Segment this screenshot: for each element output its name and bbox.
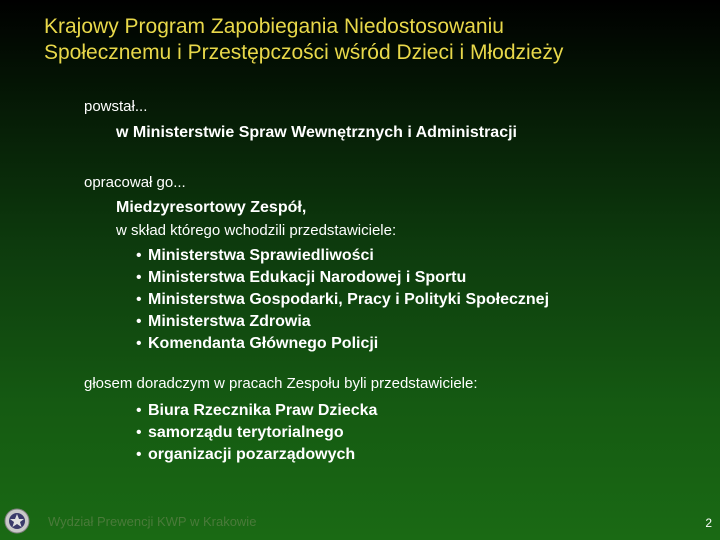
bullet-icon: •: [136, 335, 142, 352]
bullet-icon: •: [136, 446, 142, 463]
page-number: 2: [705, 516, 712, 530]
footer-text: Wydział Prewencji KWP w Krakowie: [48, 514, 257, 529]
created-label: powstał...: [84, 98, 148, 115]
police-emblem-icon: [4, 508, 30, 534]
advisory-label: głosem doradczym w pracach Zespołu byli przedstawiciele:: [84, 375, 478, 392]
list-item-text: Biura Rzecznika Praw Dziecka: [148, 402, 378, 419]
list-item: [136, 400, 377, 422]
title-line-2: Społecznemu i Przestępczości wśród Dzieci i Młodzieży: [44, 41, 564, 64]
list-item: [136, 267, 549, 289]
team-intro: w skład którego wchodzili przedstawiciele:: [116, 222, 397, 239]
member-list: [136, 245, 549, 355]
bullet-icon: •: [136, 247, 142, 264]
list-item: [136, 444, 377, 466]
slide-title: [44, 14, 704, 66]
bullet-icon: •: [136, 402, 142, 419]
list-item-text: Ministerstwa Gospodarki, Pracy i Polityki Społecznej: [148, 291, 550, 308]
list-item-text: Ministerstwa Zdrowia: [148, 313, 311, 330]
bullet-icon: •: [136, 269, 142, 286]
bullet-icon: •: [136, 313, 142, 330]
team-name: Miedzyresortowy Zespół,: [116, 199, 307, 216]
advisory-list: [136, 400, 377, 466]
list-item-text: samorządu terytorialnego: [148, 424, 344, 441]
list-item: [136, 289, 549, 311]
list-item-text: Ministerstwa Edukacji Narodowej i Sportu: [148, 269, 467, 286]
list-item-text: Ministerstwa Sprawiedliwości: [148, 247, 374, 264]
ministry-line: w Ministerstwie Spraw Wewnętrznych i Administracji: [116, 124, 517, 141]
bullet-icon: •: [136, 424, 142, 441]
prepared-label: opracował go...: [84, 174, 186, 191]
list-item: [136, 311, 549, 333]
list-item-text: Komendanta Głównego Policji: [148, 335, 379, 352]
list-item-text: organizacji pozarządowych: [148, 446, 356, 463]
bullet-icon: •: [136, 291, 142, 308]
list-item: [136, 333, 549, 355]
title-line-1: Krajowy Program Zapobiegania Niedostosowaniu: [44, 15, 504, 38]
list-item: [136, 422, 377, 444]
list-item: [136, 245, 549, 267]
